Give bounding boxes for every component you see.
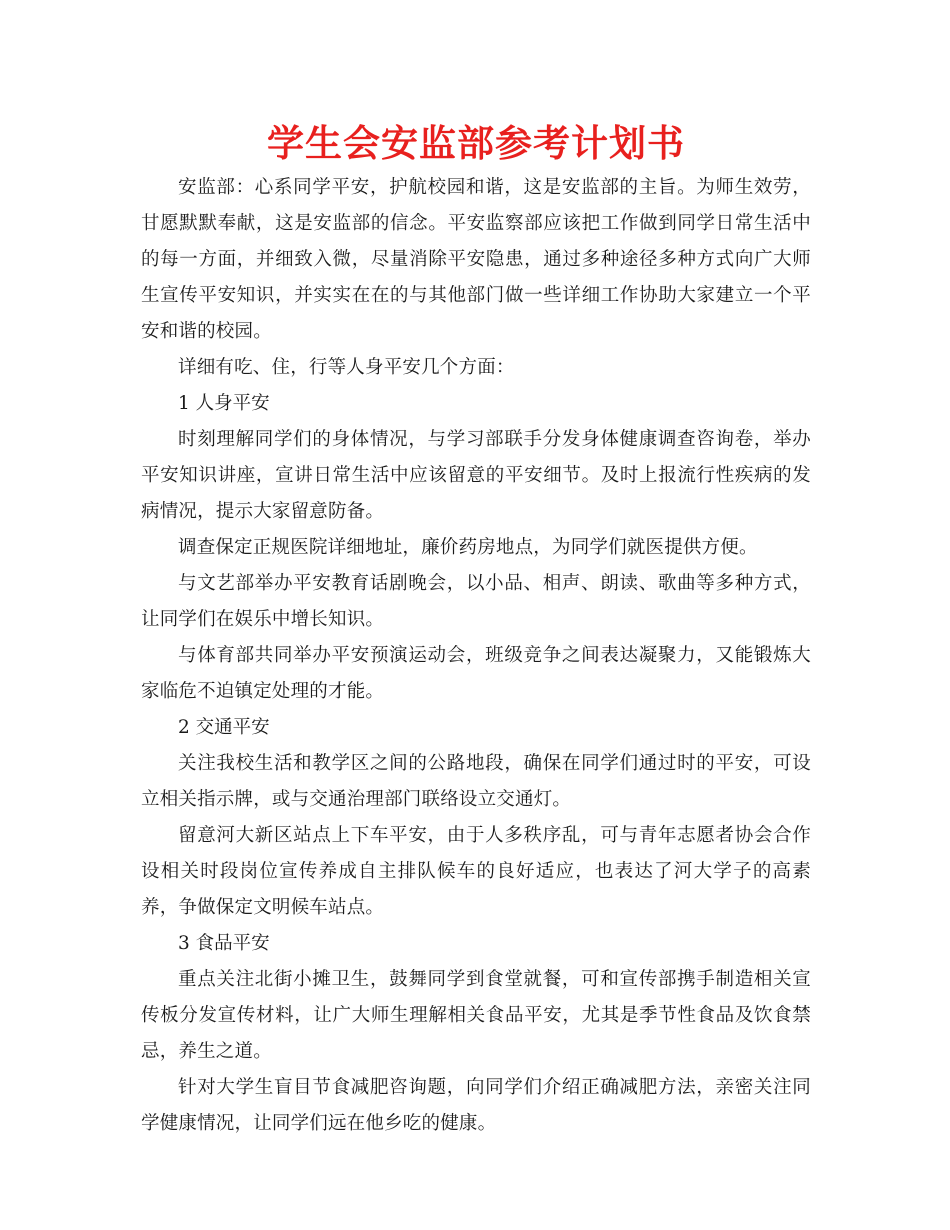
section-heading-personal-safety: 1 人身平安 [178,393,270,414]
document-body [141,170,811,1142]
paragraph-food-safety-1: 重点关注北街小摊卫生，鼓舞同学到食堂就餐，可和宣传部携手制造相关宣传板分发宣传材料，让广大师生理解相关食品平安，尤其是季节性食品及饮食禁忌，养生之道。 [141,969,811,1062]
paragraph-intro: 安监部：心系同学平安，护航校园和谐，这是安监部的主旨。为师生效劳，甘愿默默奉献，这是安监部的信念。平安监察部应该把工作做到同学日常生活中的每一方面，并细致入微，尽量消除平安隐患，通过多种途径多种方式向广大师生宣传平安知识，并实实在在的与其他部门做一些详细工作协助大家建立一个平安和谐的校园。 [141,177,811,342]
paragraph-traffic-safety-1: 关注我校生活和教学区之间的公路地段，确保在同学们通过时的平安，可设立相关指示牌，或与交通治理部门联络设立交通灯。 [141,753,811,810]
paragraph-aspects: 详细有吃、住，行等人身平安几个方面： [178,357,515,378]
paragraph-personal-safety-4: 与体育部共同举办平安预演运动会，班级竞争之间表达凝聚力，又能锻炼大家临危不迫镇定处理的才能。 [141,645,811,702]
paragraph-personal-safety-3: 与文艺部举办平安教育话剧晚会，以小品、相声、朗读、歌曲等多种方式，让同学们在娱乐中增长知识。 [141,573,811,630]
paragraph-personal-safety-1: 时刻理解同学们的身体情况，与学习部联手分发身体健康调查咨询卷，举办平安知识讲座，宣讲日常生活中应该留意的平安细节。及时上报流行性疾病的发病情况，提示大家留意防备。 [141,429,811,522]
section-heading-traffic-safety: 2 交通平安 [178,717,270,738]
paragraph-food-safety-2: 针对大学生盲目节食减肥咨询题，向同学们介绍正确减肥方法，亲密关注同学健康情况，让同学们远在他乡吃的健康。 [141,1077,811,1134]
paragraph-personal-safety-2: 调查保定正规医院详细地址，廉价药房地点，为同学们就医提供方便。 [178,537,758,558]
section-heading-food-safety: 3 食品平安 [178,933,270,954]
document-title: 学生会安监部参考计划书 [267,121,685,165]
paragraph-traffic-safety-2: 留意河大新区站点上下车平安，由于人多秩序乱，可与青年志愿者协会合作设相关时段岗位宣传养成自主排队候车的良好适应，也表达了河大学子的高素养，争做保定文明候车站点。 [141,825,811,918]
document-page [141,0,811,1142]
